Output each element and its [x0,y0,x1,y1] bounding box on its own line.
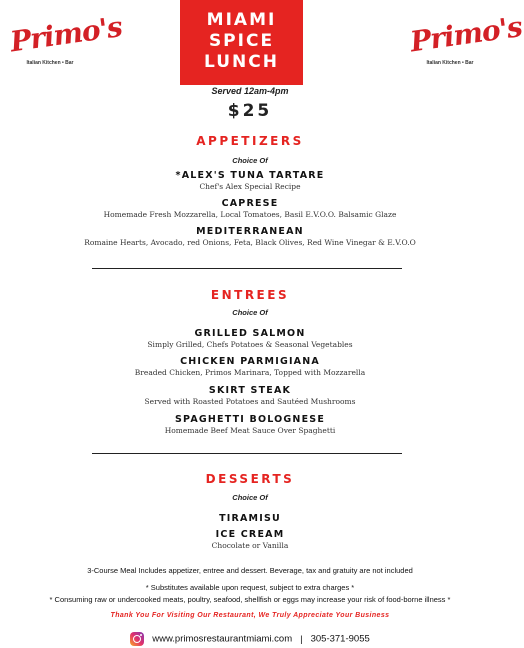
menu-item-name: MEDITERRANEAN [196,226,304,237]
served-hours: Served 12am-4pm [211,86,289,96]
menu-item-desc: Chef's Alex Special Recipe [199,182,301,191]
menu-item-name: *ALEX'S TUNA TARTARE [175,170,325,181]
menu-item-desc: Breaded Chicken, Primos Marinara, Topped with Mozzarella [134,368,366,377]
logo-tagline: Italian Kitchen • Bar [426,60,474,66]
substitutes-note: * Substitutes available upon request, subject to extra charges * [145,583,355,592]
menu-item-name: ICE CREAM [215,529,285,540]
menu-item-name: SKIRT STEAK [208,385,292,396]
menu-item-desc: Romaine Hearts, Avocado, red Onions, Feta, Black Olives, Red Wine Vinegar & E.V.O.O [84,238,416,247]
course-note: 3-Course Meal Includes appetizer, entree and dessert. Beverage, tax and gratuity are not included [87,566,413,575]
thank-you-note: Thank You For Visiting Our Restaurant, We Truly Appreciate Your Business [110,612,390,619]
phone-number[interactable]: 305-371-9055 [310,633,370,645]
logo-left [8,10,124,74]
logo-tagline: Italian Kitchen • Bar [26,60,74,66]
title-box [180,0,303,85]
logo-right [408,10,524,74]
menu-item-desc: Served with Roasted Potatoes and Sautéed Mushrooms [144,397,356,406]
footer [0,632,500,646]
instagram-icon[interactable] [130,632,144,646]
menu-item-name: CHICKEN PARMIGIANA [180,356,320,367]
appetizers-choice: Choice Of [232,156,268,165]
desserts-choice: Choice Of [232,493,268,502]
title-line-3: LUNCH [204,52,279,72]
menu-item-name: CAPRESE [221,198,279,209]
entrees-choice: Choice Of [232,308,268,317]
menu-item-name: TIRAMISU [219,513,281,524]
entrees-heading: ENTREES [210,288,290,302]
divider [92,268,402,269]
appetizers-heading: APPETIZERS [196,134,304,148]
title-line-2: SPICE [208,31,275,51]
desserts-heading: DESSERTS [205,472,295,486]
website-link[interactable]: www.primosrestaurantmiami.com [152,633,293,645]
footer-divider: | [300,633,303,645]
raw-food-warning: * Consuming raw or undercooked meats, poultry, seafood, shellfish or eggs may increase your risk of food-borne illness * [49,595,451,604]
menu-item-desc: Simply Grilled, Chefs Potatoes & Seasonal Vegetables [147,340,353,349]
menu-item-desc: Homemade Beef Meat Sauce Over Spaghetti [164,426,336,435]
menu-item-desc: Homemade Fresh Mozzarella, Local Tomatoes, Basil E.V.O.O. Balsamic Glaze [103,210,397,219]
logo-script: Primo's [408,10,524,59]
title-line-1: MIAMI [206,10,277,30]
logo-script: Primo's [8,10,124,59]
price: $25 [227,101,273,121]
divider [92,453,402,454]
menu-item-name: GRILLED SALMON [194,328,306,339]
menu-item-desc: Chocolate or Vanilla [211,541,289,550]
menu-item-name: SPAGHETTI BOLOGNESE [174,414,326,425]
